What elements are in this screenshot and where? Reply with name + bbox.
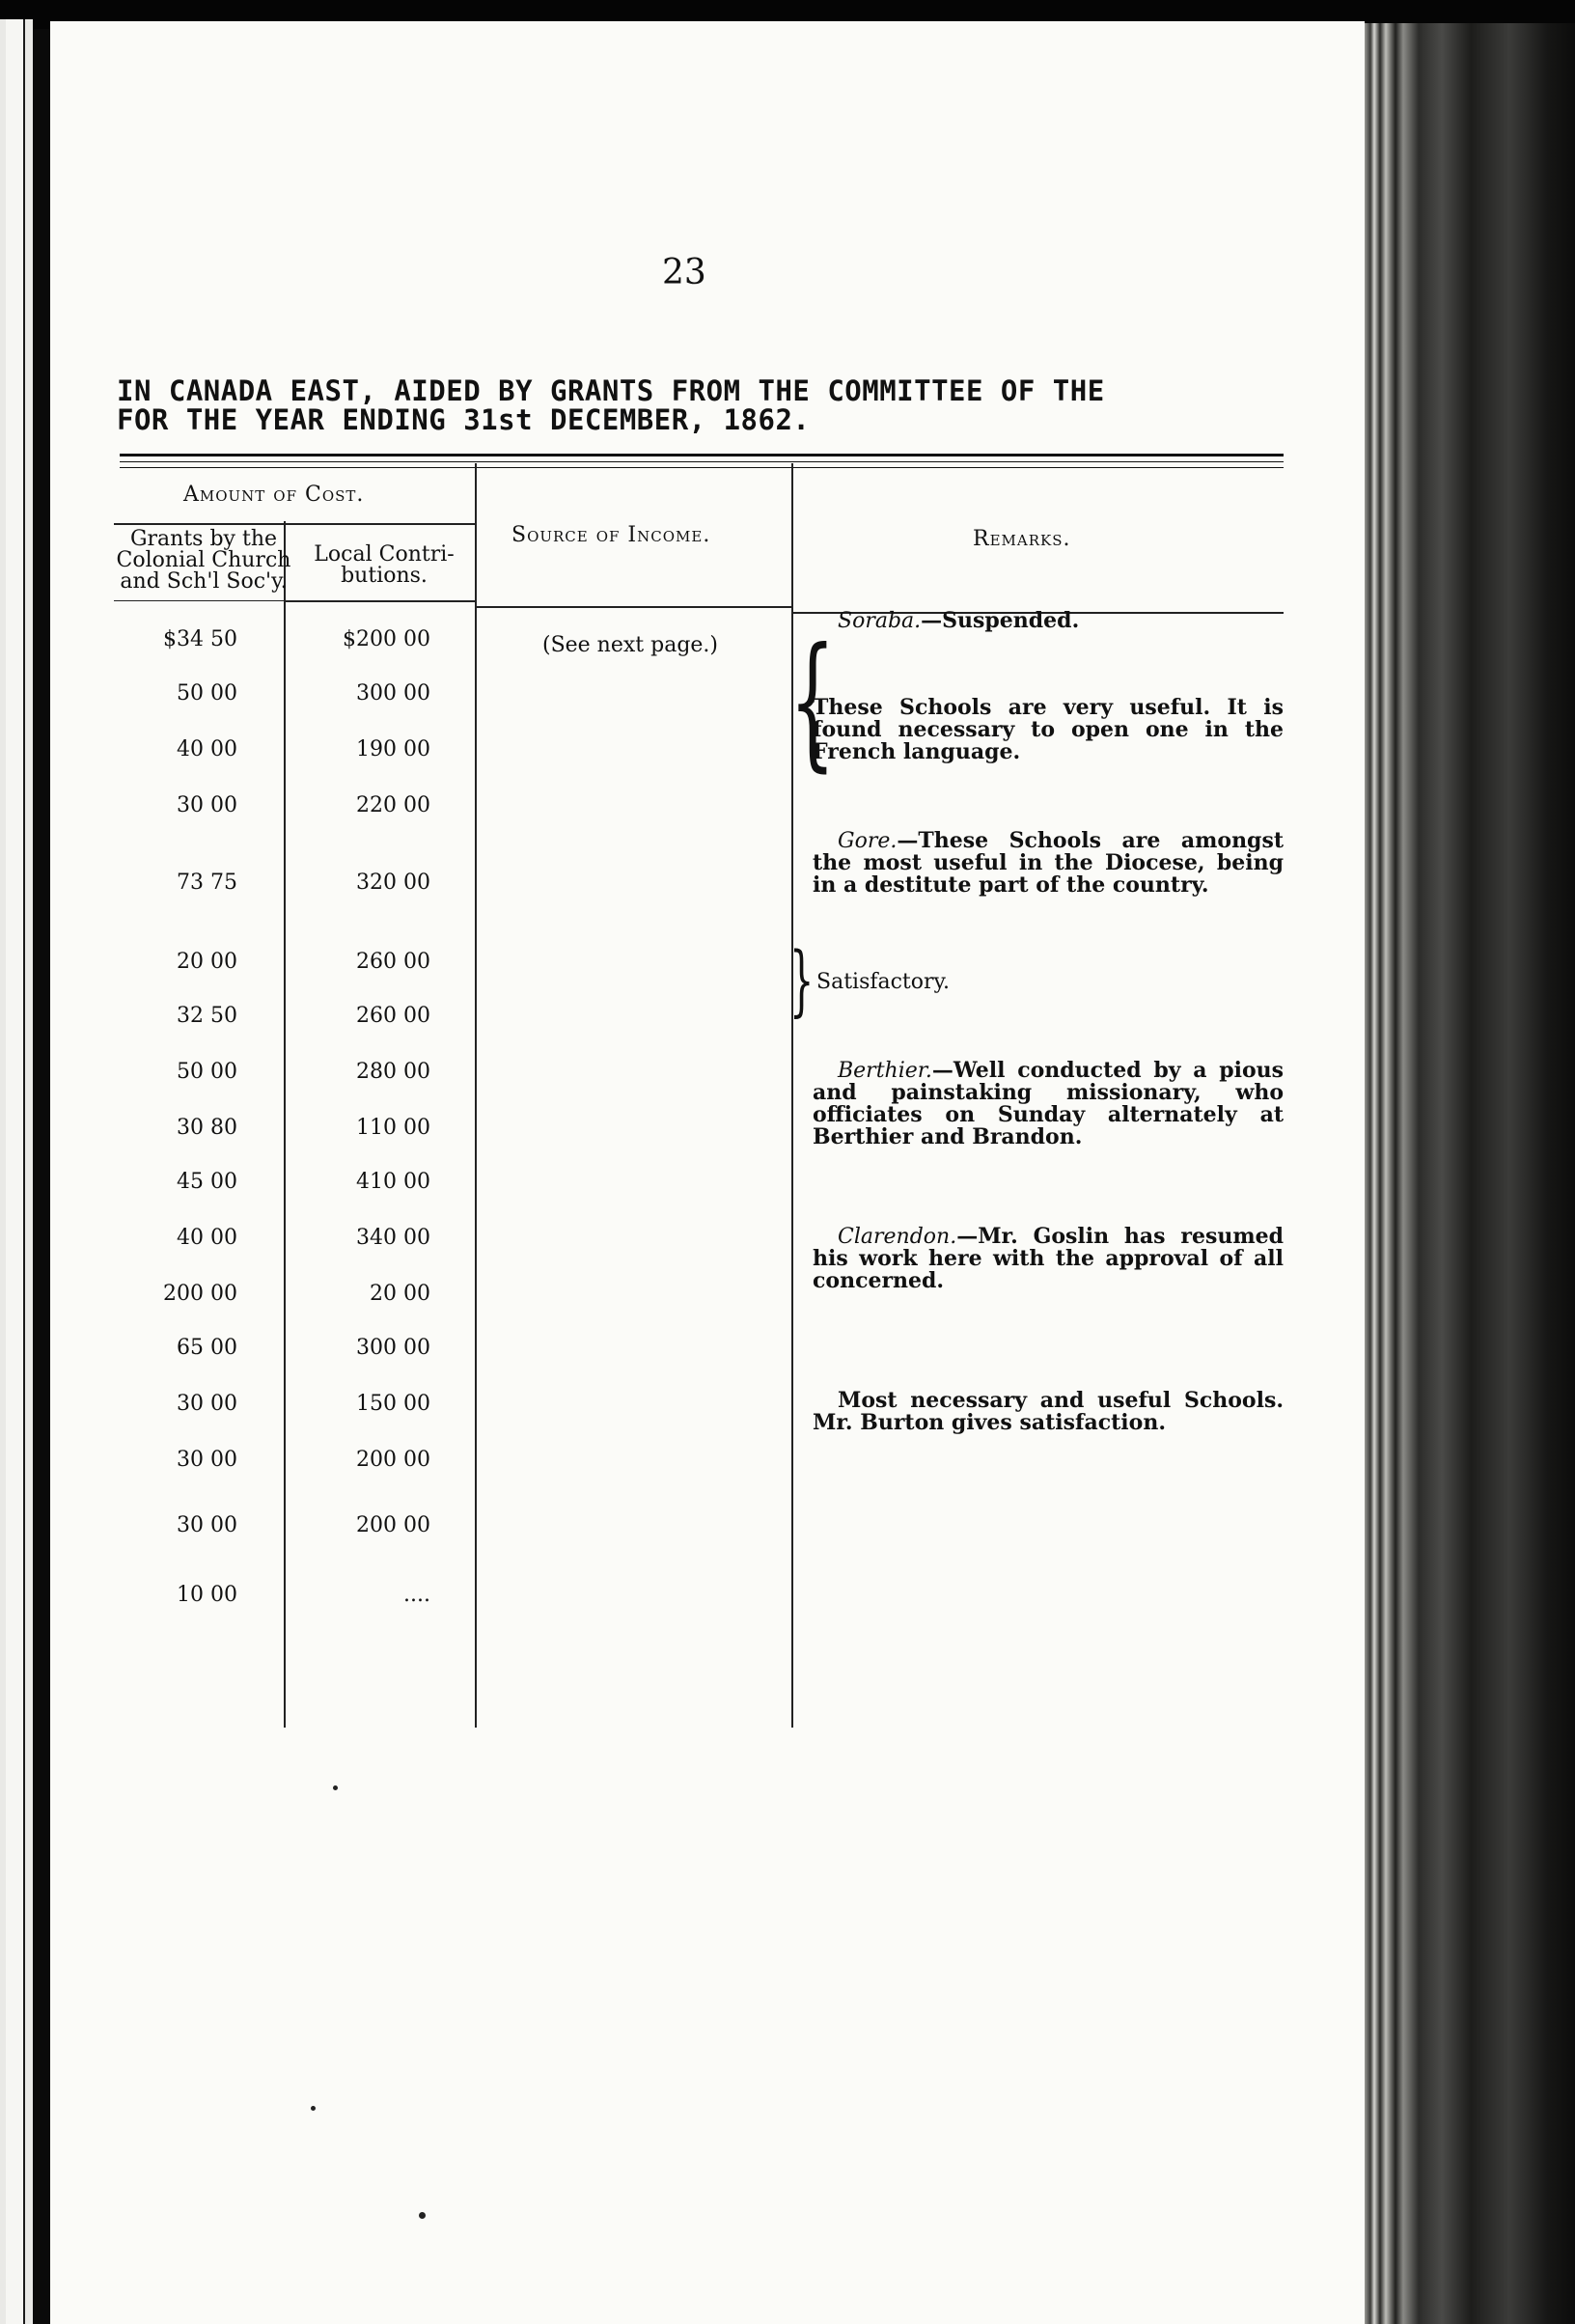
amount-of-cost-header: Amount of Cost. bbox=[183, 483, 365, 507]
scan-speck bbox=[311, 2106, 316, 2111]
grant-value: 30 00 bbox=[177, 1448, 237, 1472]
amount-header-underline bbox=[114, 523, 475, 525]
double-rule-bottom bbox=[120, 467, 1284, 468]
remark-place-name: Clarendon. bbox=[838, 1225, 957, 1249]
grant-value: 20 00 bbox=[177, 950, 237, 974]
remark-satisfactory: Satisfactory. bbox=[816, 970, 951, 994]
local-contribution-value: 320 00 bbox=[356, 871, 430, 895]
double-rule-top bbox=[120, 454, 1284, 456]
remark-soraba: Soraba.—Suspended. bbox=[838, 608, 1080, 633]
local-contributions-header: Local Contri- butions. bbox=[314, 542, 455, 588]
remark-clarendon: Clarendon.—Mr. Goslin has resumed his work here with the approval of all concerned. bbox=[813, 1224, 1284, 1293]
local-contribution-value: 280 00 bbox=[356, 1060, 430, 1084]
right-brace-icon: } bbox=[789, 935, 815, 1025]
grants-header-underline bbox=[114, 600, 284, 601]
column-divider-cost-source bbox=[475, 463, 477, 1728]
remark-place-name: Berthier. bbox=[838, 1059, 932, 1083]
local-contribution-value: 340 00 bbox=[356, 1226, 430, 1250]
grant-value: 50 00 bbox=[177, 1060, 237, 1084]
grant-value: 30 80 bbox=[177, 1116, 237, 1140]
grant-value: 73 75 bbox=[177, 871, 237, 895]
local-contribution-value: 190 00 bbox=[356, 737, 430, 761]
local-contribution-value: 260 00 bbox=[356, 1004, 430, 1028]
remark-berthier: Berthier.—Well conducted by a pious and painstaking missionary, who officiates on Sunday alternately at Berthier and Brandon. bbox=[813, 1058, 1284, 1149]
local-contribution-value: 110 00 bbox=[356, 1116, 430, 1140]
local-contribution-value: $200 00 bbox=[343, 627, 430, 651]
grant-value: $34 50 bbox=[163, 627, 237, 651]
source-of-income-header: Source of Income. bbox=[511, 523, 711, 547]
remark-burton: Most necessary and useful Schools. Mr. Burton gives satisfaction. bbox=[813, 1388, 1284, 1435]
page-number: 23 bbox=[662, 253, 706, 292]
source-note: (See next page.) bbox=[542, 633, 718, 657]
header-bottom-rule-cost bbox=[286, 600, 475, 602]
grant-value: 40 00 bbox=[177, 737, 237, 761]
local-contribution-value: 410 00 bbox=[356, 1170, 430, 1194]
scan-speck bbox=[419, 2212, 426, 2219]
remark-place-name: Soraba. bbox=[838, 609, 922, 633]
grant-value: 10 00 bbox=[177, 1583, 237, 1607]
header-bottom-rule-source bbox=[477, 606, 791, 608]
remark-gore: Gore.—These Schools are amongst the most useful in the Diocese, being in a destitute part of the country. bbox=[813, 828, 1284, 898]
grant-value: 50 00 bbox=[177, 681, 237, 706]
local-contribution-value: 150 00 bbox=[356, 1392, 430, 1416]
grant-value: 30 00 bbox=[177, 1392, 237, 1416]
book-page bbox=[50, 21, 1365, 2324]
remarks-header: Remarks. bbox=[973, 527, 1071, 551]
book-spine bbox=[1365, 23, 1575, 2324]
grant-value: 40 00 bbox=[177, 1226, 237, 1250]
local-contribution-value: 20 00 bbox=[370, 1282, 430, 1306]
local-contribution-value: .... bbox=[403, 1583, 430, 1607]
scan-speck bbox=[333, 1785, 338, 1790]
grants-column-header: Grants by the Colonial Church and Sch'l Soc'y. bbox=[116, 527, 291, 594]
local-contribution-value: 220 00 bbox=[356, 793, 430, 817]
previous-page-edge bbox=[0, 19, 33, 2324]
local-contribution-value: 200 00 bbox=[356, 1513, 430, 1537]
local-contribution-value: 200 00 bbox=[356, 1448, 430, 1472]
grant-value: 200 00 bbox=[163, 1282, 237, 1306]
heading-line-1: IN CANADA EAST, AIDED BY GRANTS FROM THE COMMITTEE OF THE bbox=[117, 374, 1105, 407]
local-contribution-value: 300 00 bbox=[356, 1336, 430, 1360]
local-contribution-value: 260 00 bbox=[356, 950, 430, 974]
heading-line-2: FOR THE YEAR ENDING 31st DECEMBER, 1862. bbox=[117, 403, 811, 436]
column-divider-grants-local bbox=[284, 521, 286, 1728]
left-brace-icon: { bbox=[789, 618, 836, 786]
local-contribution-value: 300 00 bbox=[356, 681, 430, 706]
remark-place-name: Gore. bbox=[838, 829, 898, 853]
remark-schools-useful: These Schools are very useful. It is found necessary to open one in the French language. bbox=[813, 695, 1284, 764]
grant-value: 30 00 bbox=[177, 1513, 237, 1537]
grant-value: 32 50 bbox=[177, 1004, 237, 1028]
grant-value: 45 00 bbox=[177, 1170, 237, 1194]
grant-value: 30 00 bbox=[177, 793, 237, 817]
grant-value: 65 00 bbox=[177, 1336, 237, 1360]
double-rule-middle bbox=[120, 461, 1284, 462]
